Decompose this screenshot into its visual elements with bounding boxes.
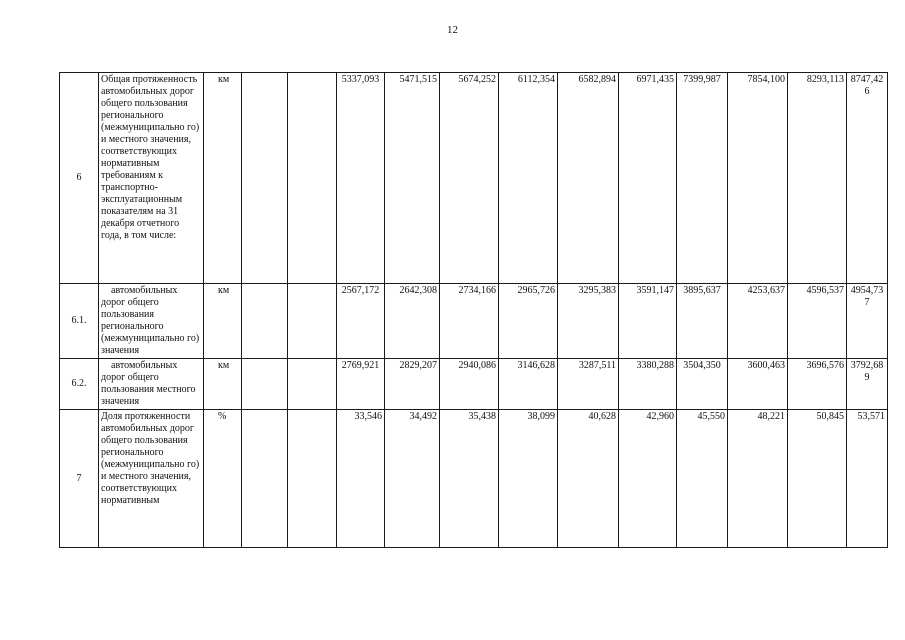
value-cell: 3295,383	[558, 284, 619, 359]
value-cell: 3504,350	[677, 359, 728, 410]
table-row	[60, 359, 888, 410]
value-cell: 6112,354	[499, 73, 558, 284]
indicator-name	[99, 284, 204, 359]
row-number: 6	[60, 73, 99, 284]
table-row	[60, 73, 888, 284]
indicator-name: Доля протяженности автомобильных дорог общего пользования регионального (межмуниципально го) и местного значения, соответствующих нормативным	[99, 410, 204, 548]
value-cell: 3792,689	[847, 359, 888, 410]
value-cell: 40,628	[558, 410, 619, 548]
value-cell: 38,099	[499, 410, 558, 548]
value-cell: 2965,726	[499, 284, 558, 359]
empty-cell	[242, 359, 288, 410]
value-cell: 33,546	[337, 410, 385, 548]
value-cell: 3600,463	[728, 359, 788, 410]
value-cell: 7854,100	[728, 73, 788, 284]
indicator-name-text: автомобильных дорог общего пользования регионального (межмуниципально го) значения	[101, 285, 200, 356]
value-cell: 5674,252	[440, 73, 499, 284]
value-cell: 4253,637	[728, 284, 788, 359]
value-cell: 5337,093	[337, 73, 385, 284]
row-number: 6.2.	[60, 359, 99, 410]
value-cell: 42,960	[619, 410, 677, 548]
value-cell: 3895,637	[677, 284, 728, 359]
empty-cell	[288, 410, 337, 548]
value-cell: 8293,113	[788, 73, 847, 284]
value-cell: 4596,537	[788, 284, 847, 359]
table-row	[60, 284, 888, 359]
value-cell: 3696,576	[788, 359, 847, 410]
value-cell: 2734,166	[440, 284, 499, 359]
indicator-name	[99, 359, 204, 410]
unit-cell: км	[204, 359, 242, 410]
value-cell: 35,438	[440, 410, 499, 548]
empty-cell	[242, 410, 288, 548]
indicator-name: Общая протяженность автомобильных дорог общего пользования регионального (межмуниципально го) и местного значения, соответствующих нормативным требованиям к транспортно-эксплуатационным показателям на 31 декабря отчетного года, в том числе:	[99, 73, 204, 284]
indicator-name-text: автомобильных дорог общего пользования местного значения	[101, 360, 196, 407]
empty-cell	[242, 284, 288, 359]
value-cell: 3380,288	[619, 359, 677, 410]
value-cell: 2829,207	[385, 359, 440, 410]
value-cell: 3287,511	[558, 359, 619, 410]
value-cell: 2567,172	[337, 284, 385, 359]
value-cell: 50,845	[788, 410, 847, 548]
value-cell: 2769,921	[337, 359, 385, 410]
value-cell: 8747,426	[847, 73, 888, 284]
indicators-table	[59, 72, 888, 548]
page-number: 12	[447, 24, 458, 36]
value-cell: 48,221	[728, 410, 788, 548]
unit-cell: км	[204, 73, 242, 284]
value-cell: 3146,628	[499, 359, 558, 410]
row-number: 6.1.	[60, 284, 99, 359]
empty-cell	[288, 73, 337, 284]
empty-cell	[288, 359, 337, 410]
value-cell: 6582,894	[558, 73, 619, 284]
value-cell: 2940,086	[440, 359, 499, 410]
value-cell: 5471,515	[385, 73, 440, 284]
unit-cell: %	[204, 410, 242, 548]
value-cell: 4954,737	[847, 284, 888, 359]
empty-cell	[288, 284, 337, 359]
row-number: 7	[60, 410, 99, 548]
value-cell: 3591,147	[619, 284, 677, 359]
value-cell: 6971,435	[619, 73, 677, 284]
empty-cell	[242, 73, 288, 284]
value-cell: 45,550	[677, 410, 728, 548]
unit-cell: км	[204, 284, 242, 359]
value-cell: 34,492	[385, 410, 440, 548]
value-cell: 53,571	[847, 410, 888, 548]
value-cell: 7399,987	[677, 73, 728, 284]
value-cell: 2642,308	[385, 284, 440, 359]
table-row	[60, 410, 888, 548]
